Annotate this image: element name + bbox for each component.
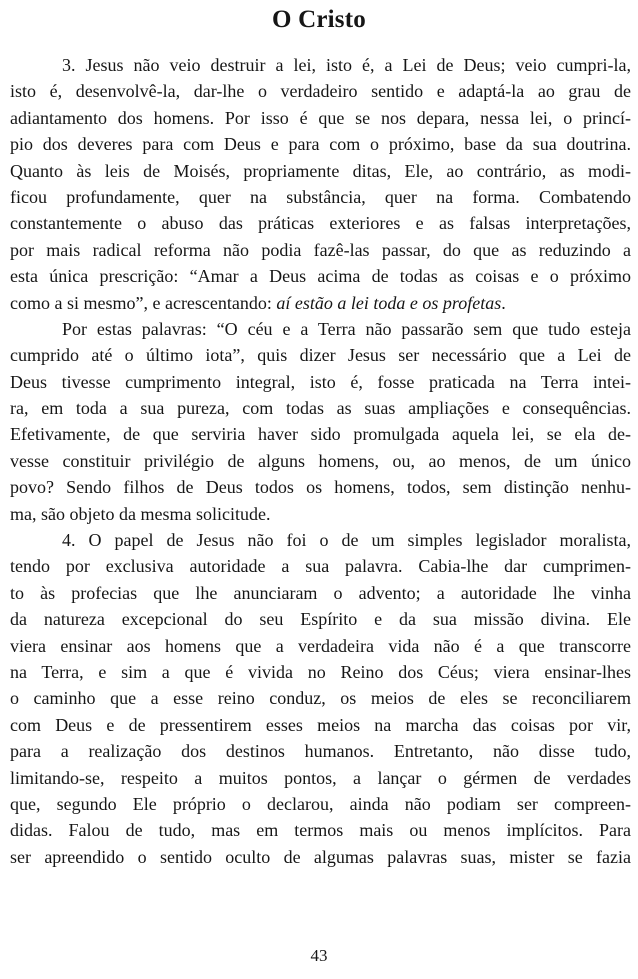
text-line: Por estas palavras: “O céu e a Terra não passarão sem que tudo esteja xyxy=(62,318,631,339)
page-number: 43 xyxy=(310,946,328,965)
text-line: com Deus e de pressentirem esses meios na marcha das coisas por vir, xyxy=(10,714,631,735)
text-line: Efetivamente, de que serviria haver sido promulgada aquela lei, se ela de- xyxy=(10,424,631,445)
text-segment: como a si mesmo”, e acrescentando: xyxy=(10,292,277,313)
text-line: esta única prescrição: “Amar a Deus acima de todas as coisas e o próximo xyxy=(10,266,631,287)
text-line: cumprido até o último iota”, quis dizer Jesus ser necessário que a Lei de xyxy=(10,345,631,366)
text-line: vesse constituir privilégio de alguns homens, ou, ao menos, de um único xyxy=(10,450,631,471)
text-line: Quanto às leis de Moisés, propriamente ditas, Ele, ao contrário, as modi- xyxy=(10,160,631,181)
text-segment: . xyxy=(501,292,506,313)
text-line: o caminho que a esse reino conduz, os meios de eles se reconciliarem xyxy=(10,688,631,709)
text-line: ra, em toda a sua pureza, com todas as suas ampliações e consequências. xyxy=(10,398,631,419)
text-line: ser apreendido o sentido oculto de algumas palavras suas, mister se fazia xyxy=(10,846,631,867)
text-line: to às profecias que lhe anunciaram o advento; a autoridade lhe vinha xyxy=(10,582,631,603)
text-line: da natureza excepcional do seu Espírito e da sua missão divina. Ele xyxy=(10,609,631,630)
text-line: ma, são objeto da mesma solicitude. xyxy=(10,503,271,524)
text-line: ficou profundamente, quer na substância, quer na forma. Combatendo xyxy=(10,186,631,207)
text-line: isto é, desenvolvê-la, dar-lhe o verdadeiro sentido e adaptá-la ao grau de xyxy=(10,81,631,102)
italic-quote: aí estão a lei toda e os profetas xyxy=(276,292,502,313)
chapter-title: O Cristo xyxy=(272,6,366,33)
text-line xyxy=(10,290,631,316)
text-line: limitando-se, respeito a muitos pontos, a lançar o gérmen de verdades xyxy=(10,767,631,788)
paragraph-3 xyxy=(10,52,631,316)
text-line: viera ensinar aos homens que a verdadeira vida não é a que transcorre xyxy=(10,635,631,656)
text-line: na Terra, e sim a que é vivida no Reino dos Céus; viera ensinar-lhes xyxy=(10,661,631,682)
text-line: pio dos deveres para com Deus e para com o próximo, base da sua doutrina. xyxy=(10,134,631,155)
text-line: didas. Falou de tudo, mas em termos mais ou menos implícitos. Para xyxy=(10,820,631,841)
text-line: Deus tivesse cumprimento integral, isto é, fosse praticada na Terra intei- xyxy=(10,371,631,392)
text-line: adiantamento dos homens. Por isso é que se nos depara, nessa lei, o princí- xyxy=(10,107,631,128)
text-line: para a realização dos destinos humanos. Entretanto, não disse tudo, xyxy=(10,741,631,762)
text-line: povo? Sendo filhos de Deus todos os homens, todos, sem distinção nenhu- xyxy=(10,477,631,498)
text-line: constantemente o abuso das práticas exteriores e as falsas interpretações, xyxy=(10,213,631,234)
text-line: 3. Jesus não veio destruir a lei, isto é, a Lei de Deus; veio cumpri-la, xyxy=(62,55,631,75)
body-text xyxy=(10,52,631,870)
text-line: que, segundo Ele próprio o declarou, ainda não podiam ser compreen- xyxy=(10,793,631,814)
text-line: por mais radical reforma não podia fazê-las passar, do que as reduzindo a xyxy=(10,239,631,260)
text-line: 4. O papel de Jesus não foi o de um simples legislador moralista, xyxy=(62,530,631,551)
paragraph-4 xyxy=(10,527,631,870)
text-line: tendo por exclusiva autoridade a sua palavra. Cabia-lhe dar cumprimen- xyxy=(10,556,631,577)
paragraph-continuation xyxy=(10,316,631,527)
